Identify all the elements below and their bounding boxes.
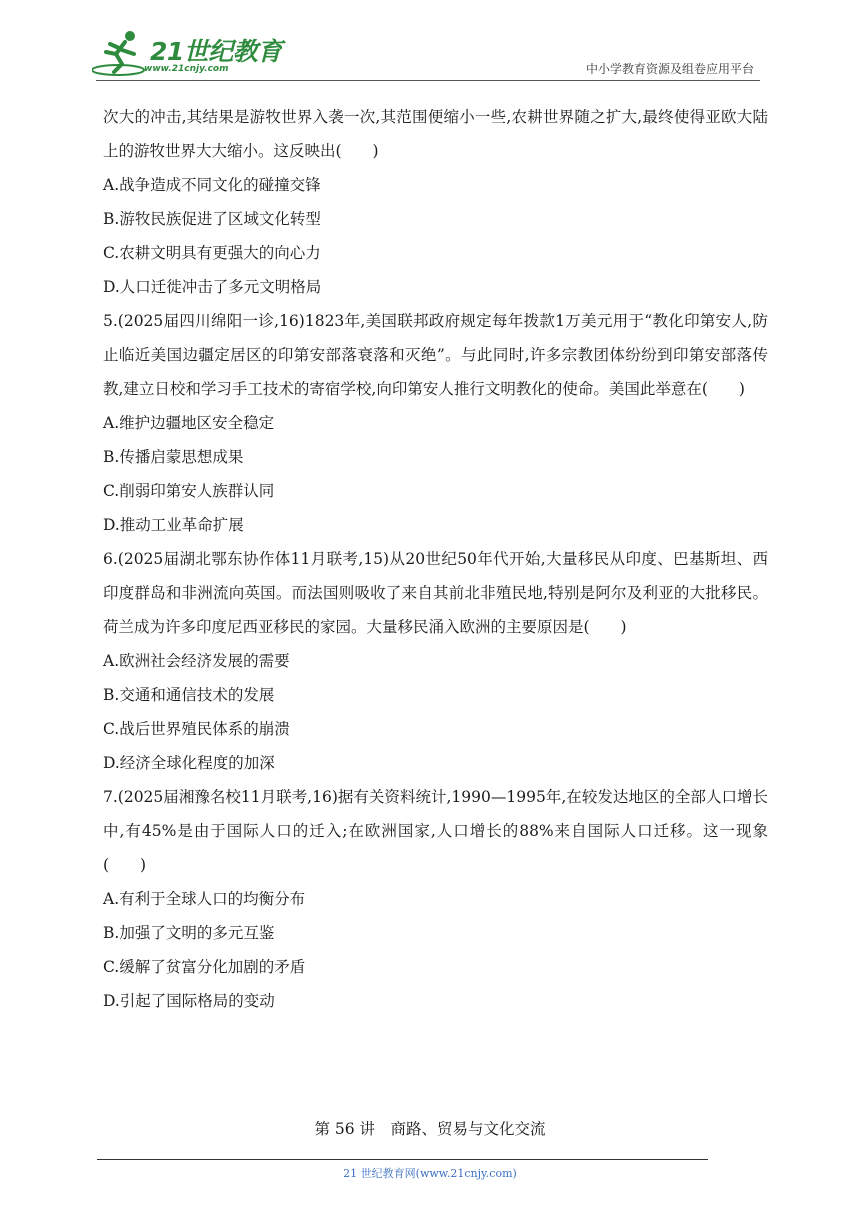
question-5 [103,304,768,542]
option-a: A.欧洲社会经济发展的需要 [103,652,290,670]
question-7 [103,780,768,1018]
option-a: A.战争造成不同文化的碰撞交锋 [103,176,321,194]
option-a: A.维护边疆地区安全稳定 [103,414,275,432]
question-continuation [103,100,768,304]
option-b: B.交通和通信技术的发展 [103,686,275,704]
option-b: B.游牧民族促进了区域文化转型 [103,210,321,228]
question-6 [103,542,768,780]
option-a: A.有利于全球人口的均衡分布 [103,890,306,908]
option-d: D.人口迁徙冲击了多元文明格局 [103,278,322,296]
option-c: C.战后世界殖民体系的崩溃 [103,720,290,738]
footer-divider [97,1159,708,1160]
page-header [0,0,860,90]
logo-text: 21世纪教育 [150,37,282,66]
option-c: C.缓解了贫富分化加剧的矛盾 [103,958,306,976]
option-d: D.推动工业革命扩展 [103,516,244,534]
logo-url: www.21cnjy.com [144,64,229,74]
option-b: B.传播启蒙思想成果 [103,448,244,466]
question-stem: 5.(2025届四川绵阳一诊,16)1823年,美国联邦政府规定每年拨款1万美元用于“教化印第安人,防止临近美国边疆定居区的印第安部落衰落和灭绝”。与此同时,许多宗教团体纷纷到印第安部落传教,建立日校和学习手工技术的寄宿学校,向印第安人推行文明教化的使命。美国此举意在( ) [103,312,768,398]
question-stem: 次大的冲击,其结果是游牧世界入袭一次,其范围便缩小一些,农耕世界随之扩大,最终使得亚欧大陆上的游牧世界大大缩小。这反映出( ) [103,108,768,160]
footer-site-link[interactable]: 21 世纪教育网(www.21cnjy.com) [343,1167,517,1180]
header-platform-name: 中小学教育资源及组卷应用平台 [585,62,754,76]
question-stem: 6.(2025届湖北鄂东协作体11月联考,15)从20世纪50年代开始,大量移民从印度、巴基斯坦、西印度群岛和非洲流向英国。而法国则吸收了来自其前北非殖民地,特别是阿尔及利亚的大批移民。荷兰成为许多印度尼西亚移民的家园。大量移民涌入欧洲的主要原因是( ) [103,550,768,636]
question-content [103,100,768,1018]
runner-icon [92,28,152,78]
site-logo[interactable] [92,28,282,78]
option-c: C.削弱印第安人族群认同 [103,482,275,500]
header-divider [96,80,760,81]
lesson-title: 第 56 讲 商路、贸易与文化交流 [314,1120,546,1138]
option-b: B.加强了文明的多元互鉴 [103,924,275,942]
option-c: C.农耕文明具有更强大的向心力 [103,244,321,262]
question-stem: 7.(2025届湘豫名校11月联考,16)据有关资料统计,1990—1995年,在较发达地区的全部人口增长中,有45%是由于国际人口的迁入;在欧洲国家,人口增长的88%来自国际人口迁移。这一现象( ) [103,788,768,874]
option-d: D.经济全球化程度的加深 [103,754,275,772]
option-d: D.引起了国际格局的变动 [103,992,275,1010]
